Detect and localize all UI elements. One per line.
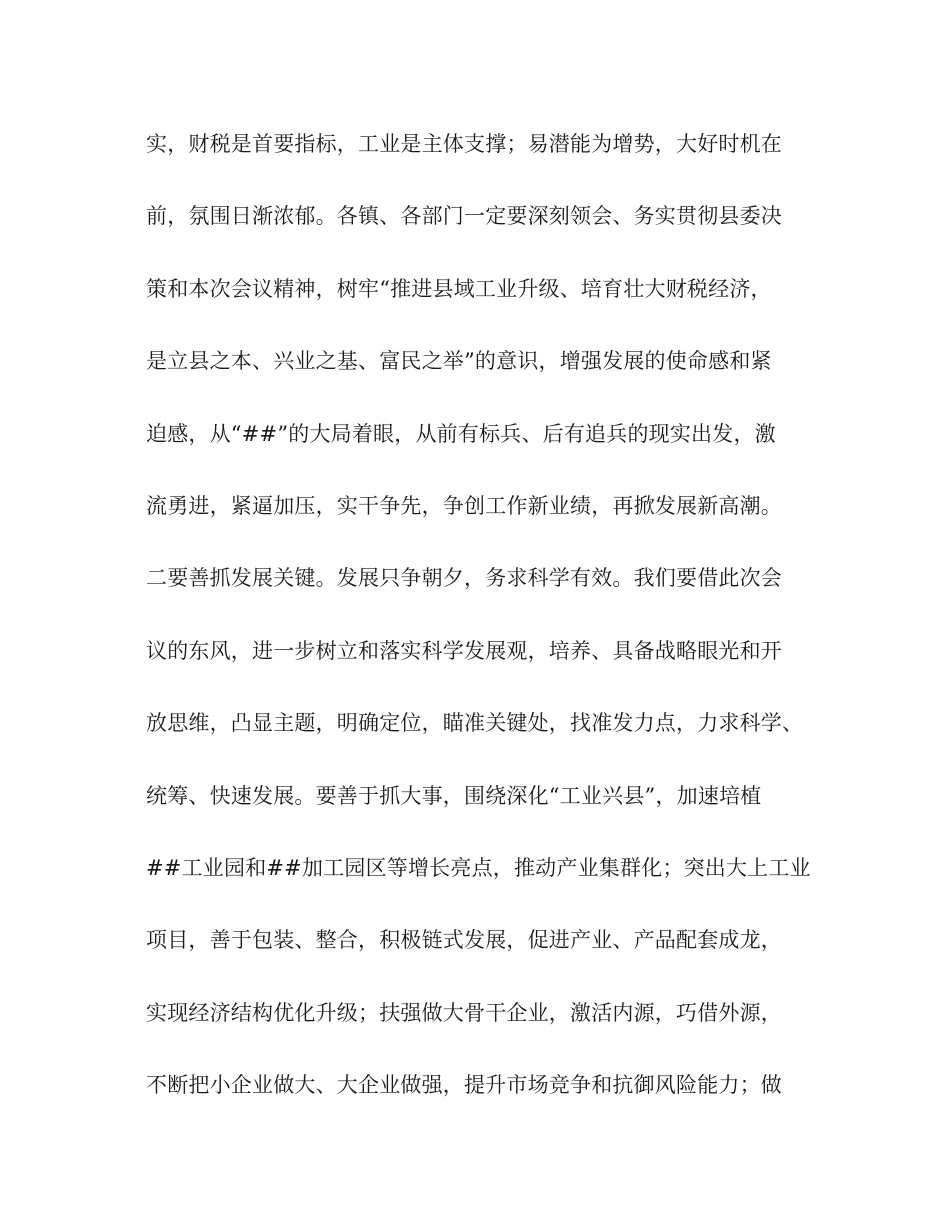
body-text	[146, 124, 836, 1137]
text-line-10: 统筹、快速发展。要善于抓大事，围绕深化“工业兴县”，加速培植	[146, 783, 762, 808]
text-line-4: 是立县之本、兴业之基、富民之举”的意识，增强发展的使命感和紧	[146, 349, 772, 374]
text-line-11: ##工业园和##加工园区等增长亮点，推动产业集群化；突出大上工业	[146, 855, 811, 880]
text-line-2: 前，氛围日渐浓郁。各镇、各部门一定要深刻领会、务实贯彻县委决	[146, 204, 782, 229]
text-line-6: 流勇进，紧逼加压，实干争先，争创工作新业绩，再掀发展新高潮。	[146, 493, 782, 518]
text-line-13: 实现经济结构优化升级；扶强做大骨干企业，激活内源，巧借外源，	[146, 1000, 782, 1025]
text-line-9: 放思维，凸显主题，明确定位，瞄准关键处，找准发力点，力求科学、	[146, 711, 804, 736]
text-line-3: 策和本次会议精神，树牢“推进县域工业升级、培育壮大财税经济，	[146, 276, 772, 301]
text-line-5: 迫感，从“##”的大局着眼，从前有标兵、后有追兵的现实出发，激	[146, 421, 776, 446]
text-line-7: 二要善抓发展关键。发展只争朝夕，务求科学有效。我们要借此次会	[146, 566, 782, 591]
text-line-1: 实，财税是首要指标，工业是主体支撑；易潜能为增势，大好时机在	[146, 132, 782, 156]
text-line-8: 议的东风，进一步树立和落实科学发展观，培养、具备战略眼光和开	[146, 638, 782, 663]
text-line-14: 不断把小企业做大、大企业做强，提升市场竞争和抗御风险能力；做	[146, 1073, 782, 1098]
text-line-12: 项目，善于包装、整合，积极链式发展，促进产业、产品配套成龙，	[146, 928, 782, 953]
